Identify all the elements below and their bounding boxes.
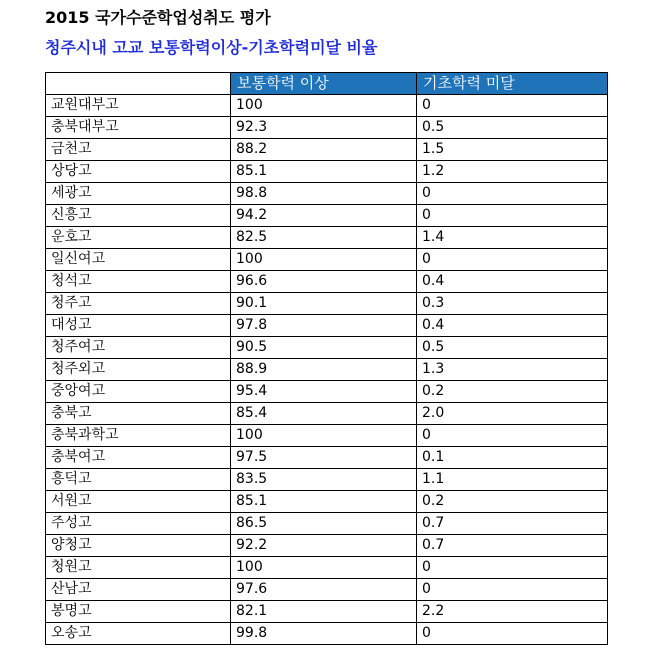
below-basic-value: 0.5 — [417, 337, 608, 359]
table-row — [46, 491, 608, 513]
above-basic-value: 86.5 — [231, 513, 417, 535]
table-row — [46, 337, 608, 359]
below-basic-value: 0.7 — [417, 513, 608, 535]
header-school — [46, 73, 231, 95]
school-name: 양청고 — [46, 535, 231, 557]
school-name: 세광고 — [46, 183, 231, 205]
table-row — [46, 425, 608, 447]
table-row — [46, 249, 608, 271]
above-basic-value: 100 — [231, 557, 417, 579]
school-name: 청원고 — [46, 557, 231, 579]
below-basic-value: 0.2 — [417, 381, 608, 403]
below-basic-value: 0 — [417, 183, 608, 205]
table-row — [46, 139, 608, 161]
below-basic-value: 0 — [417, 205, 608, 227]
school-name: 봉명고 — [46, 601, 231, 623]
header-below-basic: 기초학력 미달 — [417, 73, 608, 95]
above-basic-value: 92.2 — [231, 535, 417, 557]
table-row — [46, 623, 608, 645]
school-name: 주성고 — [46, 513, 231, 535]
below-basic-value: 0 — [417, 425, 608, 447]
below-basic-value: 1.3 — [417, 359, 608, 381]
header-above-basic: 보통학력 이상 — [231, 73, 417, 95]
above-basic-value: 90.1 — [231, 293, 417, 315]
below-basic-value: 0 — [417, 623, 608, 645]
below-basic-value: 0 — [417, 579, 608, 601]
table-row — [46, 117, 608, 139]
above-basic-value: 85.1 — [231, 161, 417, 183]
below-basic-value: 0.3 — [417, 293, 608, 315]
school-name: 대성고 — [46, 315, 231, 337]
table-row — [46, 183, 608, 205]
below-basic-value: 1.4 — [417, 227, 608, 249]
table-row — [46, 95, 608, 117]
table-body — [46, 95, 608, 645]
above-basic-value: 88.2 — [231, 139, 417, 161]
below-basic-value: 0 — [417, 557, 608, 579]
table-subtitle: 청주시내 고교 보통학력이상-기초학력미달 비율 — [45, 38, 378, 57]
above-basic-value: 97.5 — [231, 447, 417, 469]
school-name: 교원대부고 — [46, 95, 231, 117]
school-name: 신흥고 — [46, 205, 231, 227]
school-name: 청석고 — [46, 271, 231, 293]
table-row — [46, 447, 608, 469]
school-name: 충북과학고 — [46, 425, 231, 447]
school-name: 오송고 — [46, 623, 231, 645]
above-basic-value: 98.8 — [231, 183, 417, 205]
school-name: 충북고 — [46, 403, 231, 425]
school-name: 흥덕고 — [46, 469, 231, 491]
above-basic-value: 100 — [231, 249, 417, 271]
results-table — [45, 72, 608, 645]
below-basic-value: 1.5 — [417, 139, 608, 161]
above-basic-value: 92.3 — [231, 117, 417, 139]
page-title: 2015 국가수준학업성취도 평가 — [45, 8, 271, 27]
school-name: 중앙여고 — [46, 381, 231, 403]
table-row — [46, 293, 608, 315]
table-row — [46, 271, 608, 293]
school-name: 운호고 — [46, 227, 231, 249]
above-basic-value: 95.4 — [231, 381, 417, 403]
below-basic-value: 0.7 — [417, 535, 608, 557]
below-basic-value: 0.4 — [417, 271, 608, 293]
below-basic-value: 0.1 — [417, 447, 608, 469]
below-basic-value: 0 — [417, 95, 608, 117]
table-row — [46, 161, 608, 183]
school-name: 충북여고 — [46, 447, 231, 469]
table-row — [46, 513, 608, 535]
school-name: 산남고 — [46, 579, 231, 601]
above-basic-value: 90.5 — [231, 337, 417, 359]
school-name: 청주고 — [46, 293, 231, 315]
below-basic-value: 1.1 — [417, 469, 608, 491]
school-name: 서원고 — [46, 491, 231, 513]
table-row — [46, 403, 608, 425]
school-name: 상당고 — [46, 161, 231, 183]
table-row — [46, 535, 608, 557]
table-row — [46, 557, 608, 579]
above-basic-value: 85.1 — [231, 491, 417, 513]
school-name: 충북대부고 — [46, 117, 231, 139]
below-basic-value: 2.0 — [417, 403, 608, 425]
table-row — [46, 601, 608, 623]
school-name: 금천고 — [46, 139, 231, 161]
above-basic-value: 88.9 — [231, 359, 417, 381]
below-basic-value: 0.5 — [417, 117, 608, 139]
above-basic-value: 99.8 — [231, 623, 417, 645]
school-name: 청주여고 — [46, 337, 231, 359]
above-basic-value: 85.4 — [231, 403, 417, 425]
table-row — [46, 469, 608, 491]
table-row — [46, 579, 608, 601]
above-basic-value: 83.5 — [231, 469, 417, 491]
below-basic-value: 1.2 — [417, 161, 608, 183]
school-name: 청주외고 — [46, 359, 231, 381]
above-basic-value: 82.5 — [231, 227, 417, 249]
above-basic-value: 97.6 — [231, 579, 417, 601]
school-name: 일신여고 — [46, 249, 231, 271]
below-basic-value: 0.2 — [417, 491, 608, 513]
table-row — [46, 381, 608, 403]
table-header-row — [46, 73, 608, 95]
table-row — [46, 205, 608, 227]
above-basic-value: 97.8 — [231, 315, 417, 337]
above-basic-value: 100 — [231, 95, 417, 117]
below-basic-value: 0 — [417, 249, 608, 271]
table-row — [46, 227, 608, 249]
table-row — [46, 359, 608, 381]
above-basic-value: 96.6 — [231, 271, 417, 293]
table-row — [46, 315, 608, 337]
below-basic-value: 0.4 — [417, 315, 608, 337]
below-basic-value: 2.2 — [417, 601, 608, 623]
above-basic-value: 82.1 — [231, 601, 417, 623]
above-basic-value: 100 — [231, 425, 417, 447]
above-basic-value: 94.2 — [231, 205, 417, 227]
